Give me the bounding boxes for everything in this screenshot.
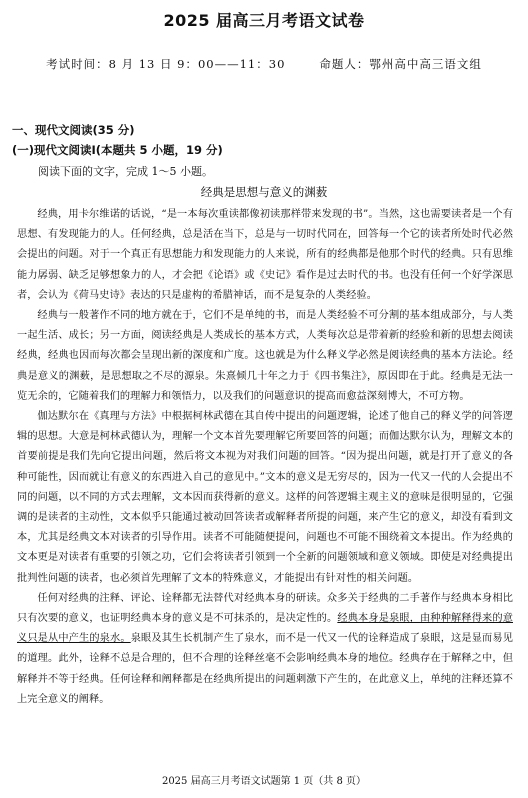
exam-time: 考试时间：8 月 13 日 9：00——11：30 [46, 57, 286, 71]
exam-setter: 命题人：鄂州高中高三语文组 [319, 57, 482, 71]
exam-title: 2025 届高三月考语文试卷 [163, 11, 365, 30]
reading-instruction: 阅读下面的文字，完成 1～5 小题。 [38, 165, 213, 178]
article-body [17, 205, 513, 710]
paragraph-2: 经典与一般著作不同的地方就在于，它们不是单纯的书，而是人类经验不可分割的基本组成部分，与人类一起生活、成长；另一方面，阅读经典是人类成长的基本方式，人类每次总是带着新的经验和新的思想去阅读经典，经典也因而每次都会呈现出新的深度和广度。这也就是为什么释义学必然是阅读经典的基本方法论。经典是意义的渊薮，是思想取之不尽的源泉。朱熹倾几十年之力于《四书集注》，原因即在于此。经典是无法一览无余的，它随着我们的理解力和领悟力，以及我们的问题意识的提高而愈益深刻博大，不可方物。 [17, 310, 513, 402]
paragraph-4-start: 任何对经典的注释、评论、诠释都无法替代对经典本身的研读。众多关于经典的二手著作与经典本身相比只有次要的意义，也证明经典本身的意义是不可抹杀的，是决定性的。 [17, 592, 513, 625]
paragraph-3: 伽达默尔在《真理与方法》中根据柯林武德在其自传中提出的问题逻辑，论述了他自己的释义学的问答逻辑的思想。大意是柯林武德认为，理解一个文本首先要理解它所要回答的问题；而伽达默尔认为，理解文本的首要前提是我们先向它提出问题，然后将文本视为对我们问题的回答。“因为提出问题，就是打开了意义的各种可能性，因而就让有意义的东西进入自己的意见中。”文本的意义是无穷尽的，因为一代又一代的人会提出不同的问题，以不同的方式去理解，文本因而获得新的意义。这样的问答逻辑主观主义的意味是很明显的，它强调的是读者的主动性，文本似乎只能通过被动回答读者或解释者所提的问题，来产生它的意义，却没有看到文本，尤其是经典文本对读者的引导作用。读者不可能随便提问，问题也不可能不围绕着文本提出。作为经典的文本更是对读者有重要的引领之功，它们会将读者引领到一个全新的问题领域和意义领域。即使是对经典提出批判性问题的读者，也必须首先理解了文本的特殊意义，才能提出有针对性的相关问题。 [17, 411, 513, 584]
page-footer: 2025 届高三月考语文试题第 1 页（共 8 页） [161, 776, 367, 787]
section-heading: 一、现代文阅读(35 分) [12, 123, 135, 137]
subsection-heading: (一)现代文阅读Ⅰ(本题共 5 小题，19 分) [12, 143, 223, 157]
paragraph-4-end: 泉眼及其生长机制产生了泉水，而不是一代又一代的诠释造成了泉眼，这是显而易见的道理。此外，诠释不总是合理的，但不合理的诠释丝毫不会影响经典本身的地位。经典存在于解释之中，但解释并不等于经典。任何诠释和阐释都是在经典所提出的问题刺激下产生的，在此意义上，单纯的注释还算不上完全意义的阐释。 [17, 633, 513, 705]
paragraph-4 [17, 589, 513, 710]
underlined-sentence: 经典本身是泉眼，由种种解释得来的意义只是从中产生的泉水。 [17, 613, 513, 645]
paragraph-1: 经典，用卡尔维诺的话说，“是一本每次重读都像初读那样带来发现的书”。当然，这也需要读者是一个有思想、有发现能力的人。任何经典，总是活在当下，总是与一切时代同在，回答每一个它的读者所处时代必然会提出的问题。对于一个真正有思想能力和发现能力的人来说，所有的经典都是他那个时代的经典。只有思维能力孱弱、缺乏足够想象力的人，才会把《论语》或《史记》看作是过去时代的书。也没有任何一个好学深思者，会认为《荷马史诗》表达的只是虚构的希腊神话，而不是复杂的人类经验。 [17, 209, 513, 301]
article-title: 经典是思想与意义的渊薮 [200, 185, 328, 199]
exam-info-line [0, 56, 528, 72]
